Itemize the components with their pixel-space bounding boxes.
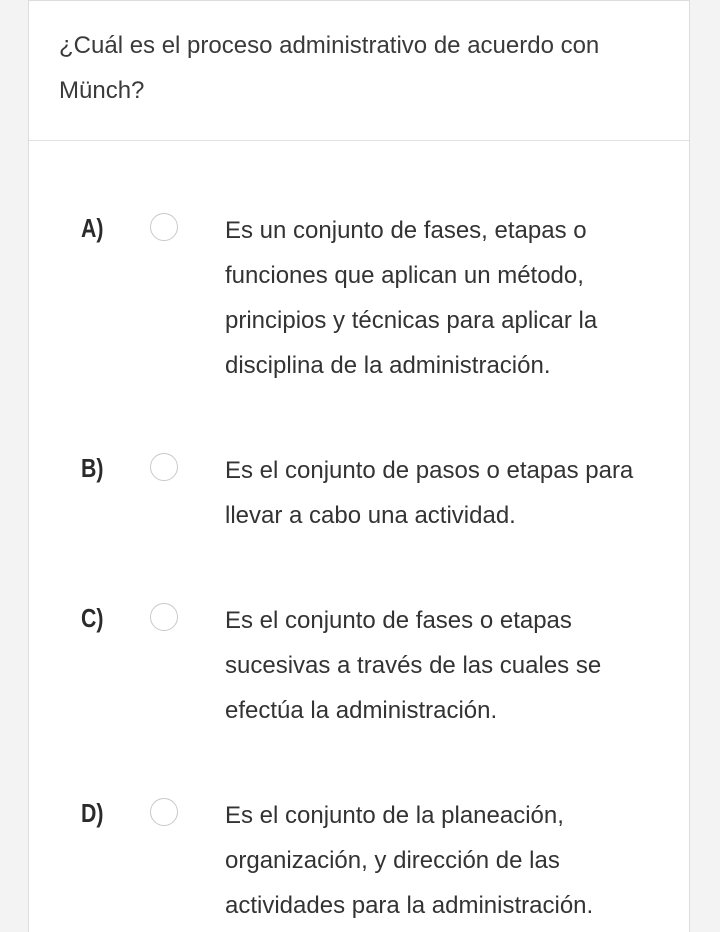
- option-text: Es un conjunto de fases, etapas o funciones que aplican un método, principios y técnicas para aplicar la disciplina de la administración.: [225, 217, 598, 379]
- option-letter: C): [81, 603, 104, 633]
- radio-button-c[interactable]: [150, 603, 178, 631]
- option-letter: D): [81, 798, 104, 828]
- option-text: Es el conjunto de la planeación, organización, y dirección de las actividades para la administración.: [225, 802, 594, 919]
- radio-button-d[interactable]: [150, 798, 178, 826]
- radio-button-a[interactable]: [150, 213, 178, 241]
- option-text: Es el conjunto de fases o etapas sucesivas a través de las cuales se efectúa la administración.: [225, 607, 602, 724]
- divider: [29, 140, 689, 141]
- radio-button-b[interactable]: [150, 453, 178, 481]
- question-text: ¿Cuál es el proceso administrativo de acuerdo con Münch?: [59, 32, 600, 104]
- option-letter: B): [81, 453, 104, 483]
- option-text: Es el conjunto de pasos o etapas para llevar a cabo una actividad.: [225, 457, 634, 529]
- option-letter: A): [81, 213, 104, 243]
- question-card: [28, 0, 690, 932]
